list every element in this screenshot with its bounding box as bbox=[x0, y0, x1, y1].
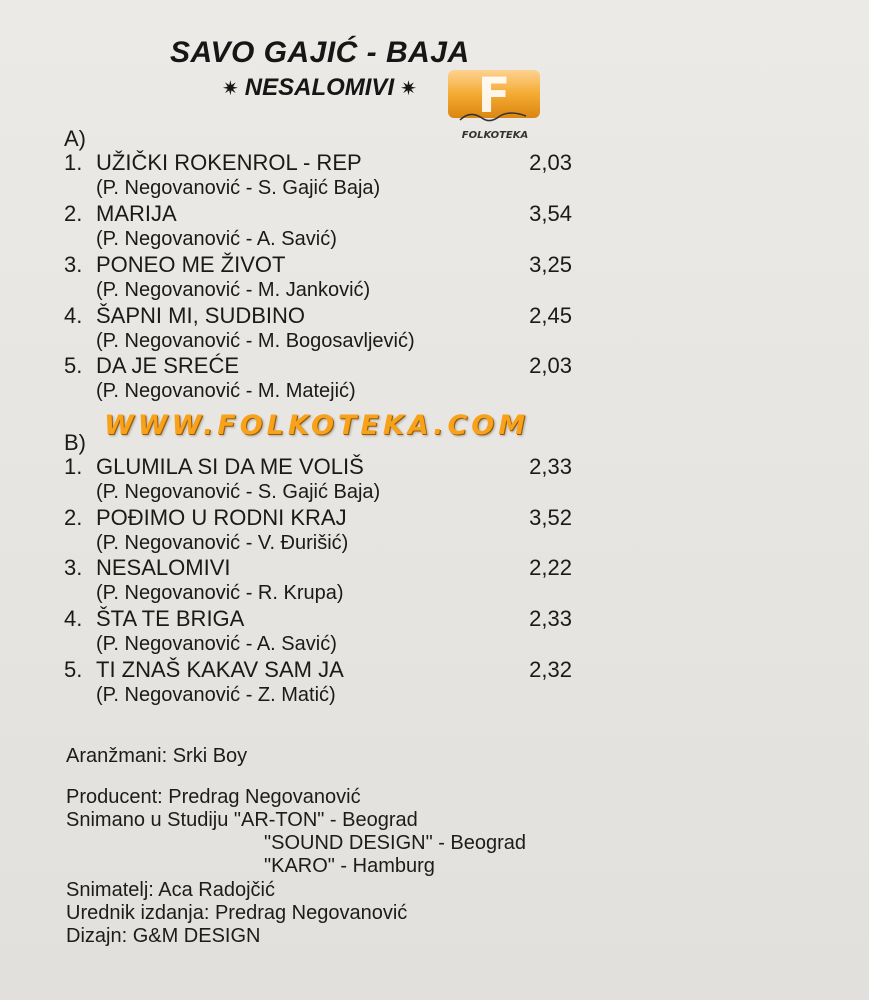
track-title: GLUMILA SI DA ME VOLIŠ bbox=[96, 454, 364, 479]
logo-letter: F bbox=[477, 68, 511, 124]
track-duration: 3,54 bbox=[529, 201, 572, 226]
studio-credit-3: "KARO" - Hamburg bbox=[264, 855, 435, 877]
track-number: 3. bbox=[64, 252, 83, 277]
track-number: 5. bbox=[64, 657, 83, 682]
producer-credit: Producent: Predrag Negovanović bbox=[66, 786, 361, 808]
track-b3 bbox=[64, 555, 584, 605]
logo-text: FOLKOTEKA bbox=[461, 130, 529, 141]
track-b5 bbox=[64, 657, 584, 707]
star-right-icon: ✷ bbox=[400, 77, 417, 100]
track-credit: (P. Negovanović - S. Gajić Baja) bbox=[96, 177, 381, 199]
track-title: NESALOMIVI bbox=[96, 555, 231, 580]
track-number: 2. bbox=[64, 505, 83, 530]
track-duration: 3,25 bbox=[529, 252, 572, 277]
studio-credit-2: "SOUND DESIGN" - Beograd bbox=[264, 832, 527, 854]
folkoteka-watermark: WWW.FOLKOTEKA.COM bbox=[104, 410, 530, 441]
track-a4 bbox=[64, 303, 584, 353]
side-a-label: A) bbox=[64, 126, 86, 151]
track-duration: 2,22 bbox=[529, 555, 572, 580]
track-duration: 2,03 bbox=[529, 150, 572, 175]
track-number: 2. bbox=[64, 201, 83, 226]
track-a2 bbox=[64, 201, 584, 251]
track-credit: (P. Negovanović - M. Matejić) bbox=[96, 380, 356, 402]
artist-name: SAVO GAJIĆ - BAJA bbox=[170, 36, 470, 69]
track-duration: 2,45 bbox=[529, 303, 572, 328]
track-title: MARIJA bbox=[96, 201, 177, 226]
track-credit: (P. Negovanović - A. Savić) bbox=[96, 228, 337, 250]
track-credit: (P. Negovanović - M. Bogosavljević) bbox=[96, 330, 415, 352]
track-a5 bbox=[64, 353, 584, 403]
track-duration: 2,32 bbox=[529, 657, 572, 682]
track-number: 4. bbox=[64, 606, 83, 631]
folkoteka-logo-icon bbox=[440, 66, 550, 144]
track-number: 5. bbox=[64, 353, 83, 378]
track-title: ŠAPNI MI, SUDBINO bbox=[96, 303, 306, 328]
track-title: PONEO ME ŽIVOT bbox=[96, 252, 286, 277]
side-b-label: B) bbox=[64, 430, 86, 455]
editor-credit: Urednik izdanja: Predrag Negovanović bbox=[66, 902, 408, 924]
track-credit: (P. Negovanović - R. Krupa) bbox=[96, 582, 344, 604]
track-title: ŠTA TE BRIGA bbox=[96, 606, 245, 631]
track-title: TI ZNAŠ KAKAV SAM JA bbox=[96, 657, 344, 682]
track-number: 4. bbox=[64, 303, 83, 328]
star-left-icon: ✷ bbox=[222, 77, 239, 100]
track-title: UŽIČKI ROKENROL - REP bbox=[96, 150, 362, 175]
track-credit: (P. Negovanović - A. Savić) bbox=[96, 633, 337, 655]
album-title-row bbox=[222, 74, 462, 102]
album-title: NESALOMIVI bbox=[244, 74, 395, 101]
track-credit: (P. Negovanović - V. Đurišić) bbox=[96, 532, 349, 554]
track-duration: 2,33 bbox=[529, 454, 572, 479]
track-a1 bbox=[64, 150, 584, 200]
track-b2 bbox=[64, 505, 584, 555]
track-number: 1. bbox=[64, 150, 83, 175]
studio-credit-1: Snimano u Studiju "AR-TON" - Beograd bbox=[66, 809, 418, 831]
track-number: 1. bbox=[64, 454, 83, 479]
track-number: 3. bbox=[64, 555, 83, 580]
track-title: DA JE SREĆE bbox=[96, 353, 240, 378]
arrangements-credit: Aranžmani: Srki Boy bbox=[66, 745, 248, 767]
track-credit: (P. Negovanović - S. Gajić Baja) bbox=[96, 481, 381, 503]
track-duration: 2,33 bbox=[529, 606, 572, 631]
track-credit: (P. Negovanović - Z. Matić) bbox=[96, 684, 336, 706]
design-credit: Dizajn: G&M DESIGN bbox=[66, 925, 261, 947]
track-title: POĐIMO U RODNI KRAJ bbox=[96, 505, 347, 530]
engineer-credit: Snimatelj: Aca Radojčić bbox=[66, 879, 275, 901]
track-duration: 3,52 bbox=[529, 505, 572, 530]
track-duration: 2,03 bbox=[529, 353, 572, 378]
track-credit: (P. Negovanović - M. Janković) bbox=[96, 279, 371, 301]
track-b4 bbox=[64, 606, 584, 656]
track-a3 bbox=[64, 252, 584, 302]
track-b1 bbox=[64, 454, 584, 504]
